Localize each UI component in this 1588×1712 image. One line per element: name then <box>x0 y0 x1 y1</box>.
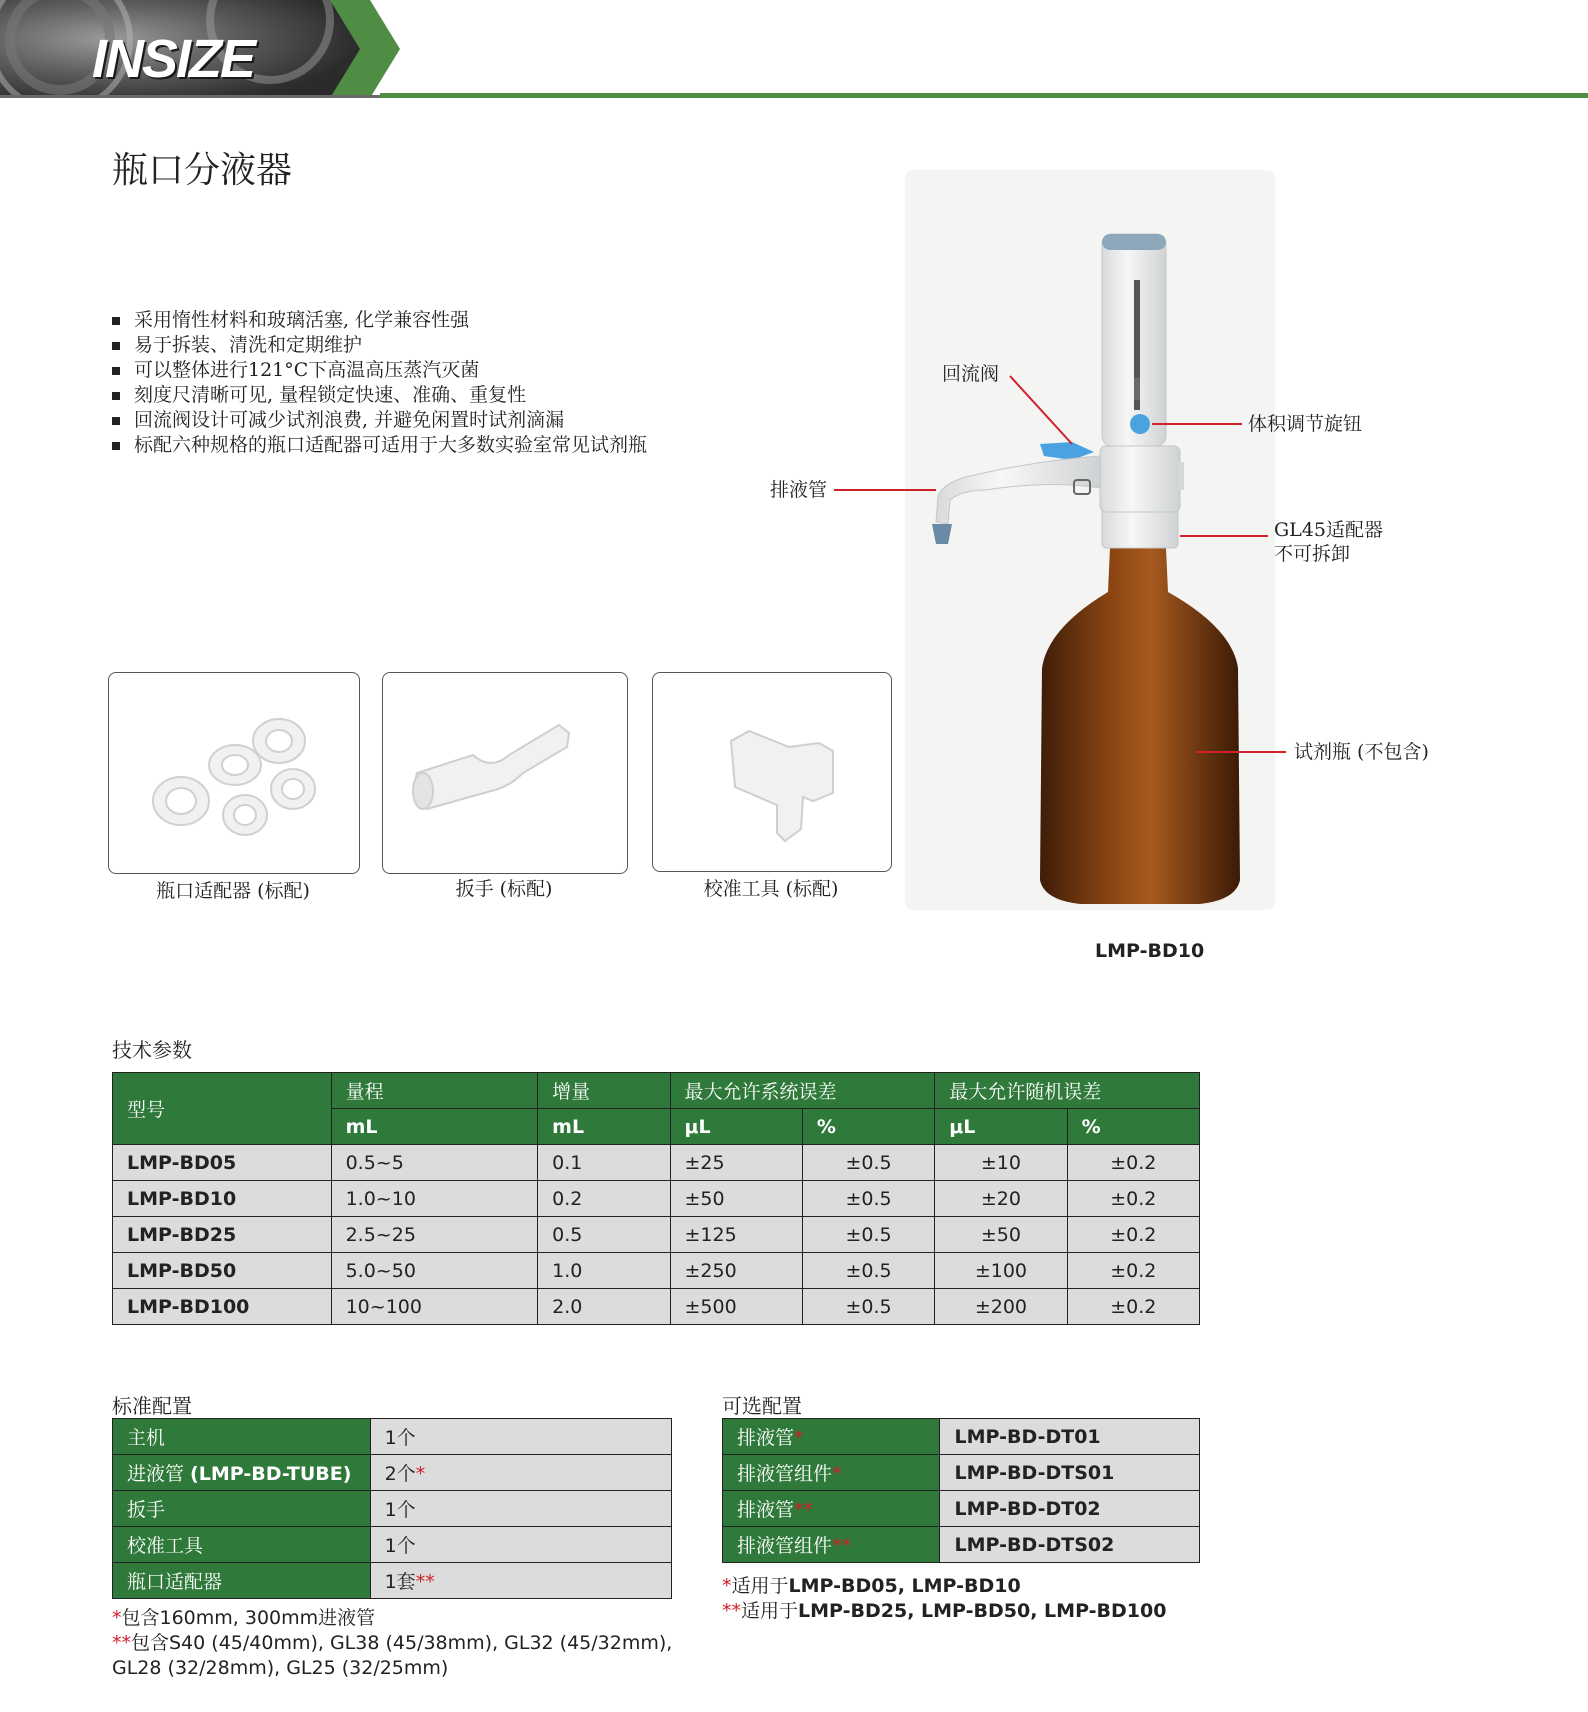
header-unit: mL <box>538 1109 670 1145</box>
header-unit: mL <box>331 1109 538 1145</box>
callout-return-valve: 回流阀 <box>942 363 1000 385</box>
cell-sys-pct: ±0.5 <box>802 1217 934 1253</box>
table-row <box>113 1253 1200 1289</box>
standard-config-notes <box>112 1606 672 1681</box>
config-item: 排液管** <box>723 1491 940 1527</box>
cell-sys-ul: ±125 <box>670 1217 802 1253</box>
cell-sys-pct: ±0.5 <box>802 1145 934 1181</box>
cell-sys-pct: ±0.5 <box>802 1289 934 1325</box>
config-value: 1个 <box>370 1491 671 1527</box>
header-range: 量程 <box>331 1073 538 1109</box>
header-system-error: 最大允许系统误差 <box>670 1073 935 1109</box>
cell-rand-pct: ±0.2 <box>1067 1289 1199 1325</box>
cell-sys-ul: ±500 <box>670 1289 802 1325</box>
cell-model: LMP-BD100 <box>113 1289 332 1325</box>
callout-adapter-line1: GL45适配器 <box>1274 519 1383 541</box>
callout-gl45-adapter <box>1274 518 1383 566</box>
header-unit: μL <box>670 1109 802 1145</box>
cell-sys-pct: ±0.5 <box>802 1253 934 1289</box>
table-row <box>113 1217 1200 1253</box>
table-row <box>723 1419 1200 1455</box>
cell-sys-ul: ±25 <box>670 1145 802 1181</box>
cell-range: 1.0~10 <box>331 1181 538 1217</box>
table-row <box>113 1181 1200 1217</box>
specs-table <box>112 1072 1200 1325</box>
table-row <box>113 1563 672 1599</box>
cell-rand-pct: ±0.2 <box>1067 1145 1199 1181</box>
table-row <box>113 1455 672 1491</box>
table-row <box>113 1491 672 1527</box>
config-item: 主机 <box>113 1419 371 1455</box>
cell-increment: 1.0 <box>538 1253 670 1289</box>
table-row <box>723 1491 1200 1527</box>
cell-increment: 0.2 <box>538 1181 670 1217</box>
cell-rand-ul: ±100 <box>935 1253 1067 1289</box>
config-item: 瓶口适配器 <box>113 1563 371 1599</box>
standard-config-title: 标准配置 <box>112 1394 192 1418</box>
optional-config-notes <box>722 1574 1166 1624</box>
config-item: 排液管组件** <box>723 1527 940 1563</box>
feature-item: 易于拆装、清洗和定期维护 <box>110 333 647 358</box>
config-value: 1个 <box>370 1527 671 1563</box>
cell-sys-ul: ±250 <box>670 1253 802 1289</box>
cell-model: LMP-BD05 <box>113 1145 332 1181</box>
cell-sys-ul: ±50 <box>670 1181 802 1217</box>
cell-increment: 0.1 <box>538 1145 670 1181</box>
product-model-caption: LMP-BD10 <box>1095 940 1205 962</box>
table-row <box>113 1419 672 1455</box>
note-line: *适用于LMP-BD05, LMP-BD10 <box>722 1575 1021 1597</box>
bottle-adapters-caption: 瓶口适配器 (标配) <box>156 880 310 902</box>
config-code: LMP-BD-DT01 <box>940 1419 1200 1455</box>
cell-range: 5.0~50 <box>331 1253 538 1289</box>
cell-model: LMP-BD50 <box>113 1253 332 1289</box>
optional-config-title: 可选配置 <box>722 1394 802 1418</box>
callout-reagent-bottle: 试剂瓶 (不包含) <box>1294 741 1429 763</box>
note-line: **适用于LMP-BD25, LMP-BD50, LMP-BD100 <box>722 1600 1167 1622</box>
header-unit: μL <box>935 1109 1067 1145</box>
config-item: 进液管 (LMP-BD-TUBE) <box>113 1455 371 1491</box>
cell-rand-pct: ±0.2 <box>1067 1217 1199 1253</box>
table-row <box>113 1145 1200 1181</box>
config-code: LMP-BD-DTS02 <box>940 1527 1200 1563</box>
callout-discharge-tube: 排液管 <box>770 479 828 501</box>
feature-item: 可以整体进行121°C下高温高压蒸汽灭菌 <box>110 358 647 383</box>
cell-range: 2.5~25 <box>331 1217 538 1253</box>
table-row <box>113 1289 1200 1325</box>
cell-sys-pct: ±0.5 <box>802 1181 934 1217</box>
cell-range: 0.5~5 <box>331 1145 538 1181</box>
header-increment: 增量 <box>538 1073 670 1109</box>
header-model: 型号 <box>113 1073 332 1145</box>
config-item: 排液管组件* <box>723 1455 940 1491</box>
cell-range: 10~100 <box>331 1289 538 1325</box>
feature-item: 采用惰性材料和玻璃活塞, 化学兼容性强 <box>110 308 647 333</box>
cell-increment: 2.0 <box>538 1289 670 1325</box>
table-row <box>113 1527 672 1563</box>
config-item: 排液管* <box>723 1419 940 1455</box>
cell-model: LMP-BD25 <box>113 1217 332 1253</box>
cell-rand-ul: ±10 <box>935 1145 1067 1181</box>
callout-volume-knob: 体积调节旋钮 <box>1248 413 1363 435</box>
cell-rand-ul: ±200 <box>935 1289 1067 1325</box>
table-row <box>723 1527 1200 1563</box>
config-code: LMP-BD-DT02 <box>940 1491 1200 1527</box>
feature-item: 回流阀设计可减少试剂浪费, 并避免闲置时试剂滴漏 <box>110 408 647 433</box>
cell-increment: 0.5 <box>538 1217 670 1253</box>
feature-item: 标配六种规格的瓶口适配器可适用于大多数实验室常见试剂瓶 <box>110 433 647 458</box>
cell-model: LMP-BD10 <box>113 1181 332 1217</box>
config-item: 校准工具 <box>113 1527 371 1563</box>
standard-config-table <box>112 1418 672 1599</box>
calibration-tool-caption: 校准工具 (标配) <box>703 878 839 900</box>
config-value: 2个* <box>370 1455 671 1491</box>
table-row <box>723 1455 1200 1491</box>
note-line: *包含160mm, 300mm进液管 <box>112 1607 376 1629</box>
cell-rand-pct: ±0.2 <box>1067 1253 1199 1289</box>
cell-rand-ul: ±20 <box>935 1181 1067 1217</box>
feature-item: 刻度尺清晰可见, 量程锁定快速、准确、重复性 <box>110 383 647 408</box>
note-line: GL28 (32/28mm), GL25 (32/25mm) <box>112 1657 449 1679</box>
config-code: LMP-BD-DTS01 <box>940 1455 1200 1491</box>
callout-adapter-line2: 不可拆卸 <box>1274 543 1351 565</box>
config-value: 1套** <box>370 1563 671 1599</box>
specs-title: 技术参数 <box>112 1038 192 1062</box>
brand-logo: INSIZE <box>92 29 255 89</box>
optional-config-table <box>722 1418 1200 1563</box>
header-unit: % <box>1067 1109 1199 1145</box>
page-title: 瓶口分液器 <box>112 150 293 191</box>
header-random-error: 最大允许随机误差 <box>935 1073 1200 1109</box>
config-item: 扳手 <box>113 1491 371 1527</box>
header-unit: % <box>802 1109 934 1145</box>
note-line: **包含S40 (45/40mm), GL38 (45/38mm), GL32 (45/32mm), <box>112 1632 673 1654</box>
wrench-caption: 扳手 (标配) <box>455 878 553 900</box>
cell-rand-ul: ±50 <box>935 1217 1067 1253</box>
cell-rand-pct: ±0.2 <box>1067 1181 1199 1217</box>
config-value: 1个 <box>370 1419 671 1455</box>
